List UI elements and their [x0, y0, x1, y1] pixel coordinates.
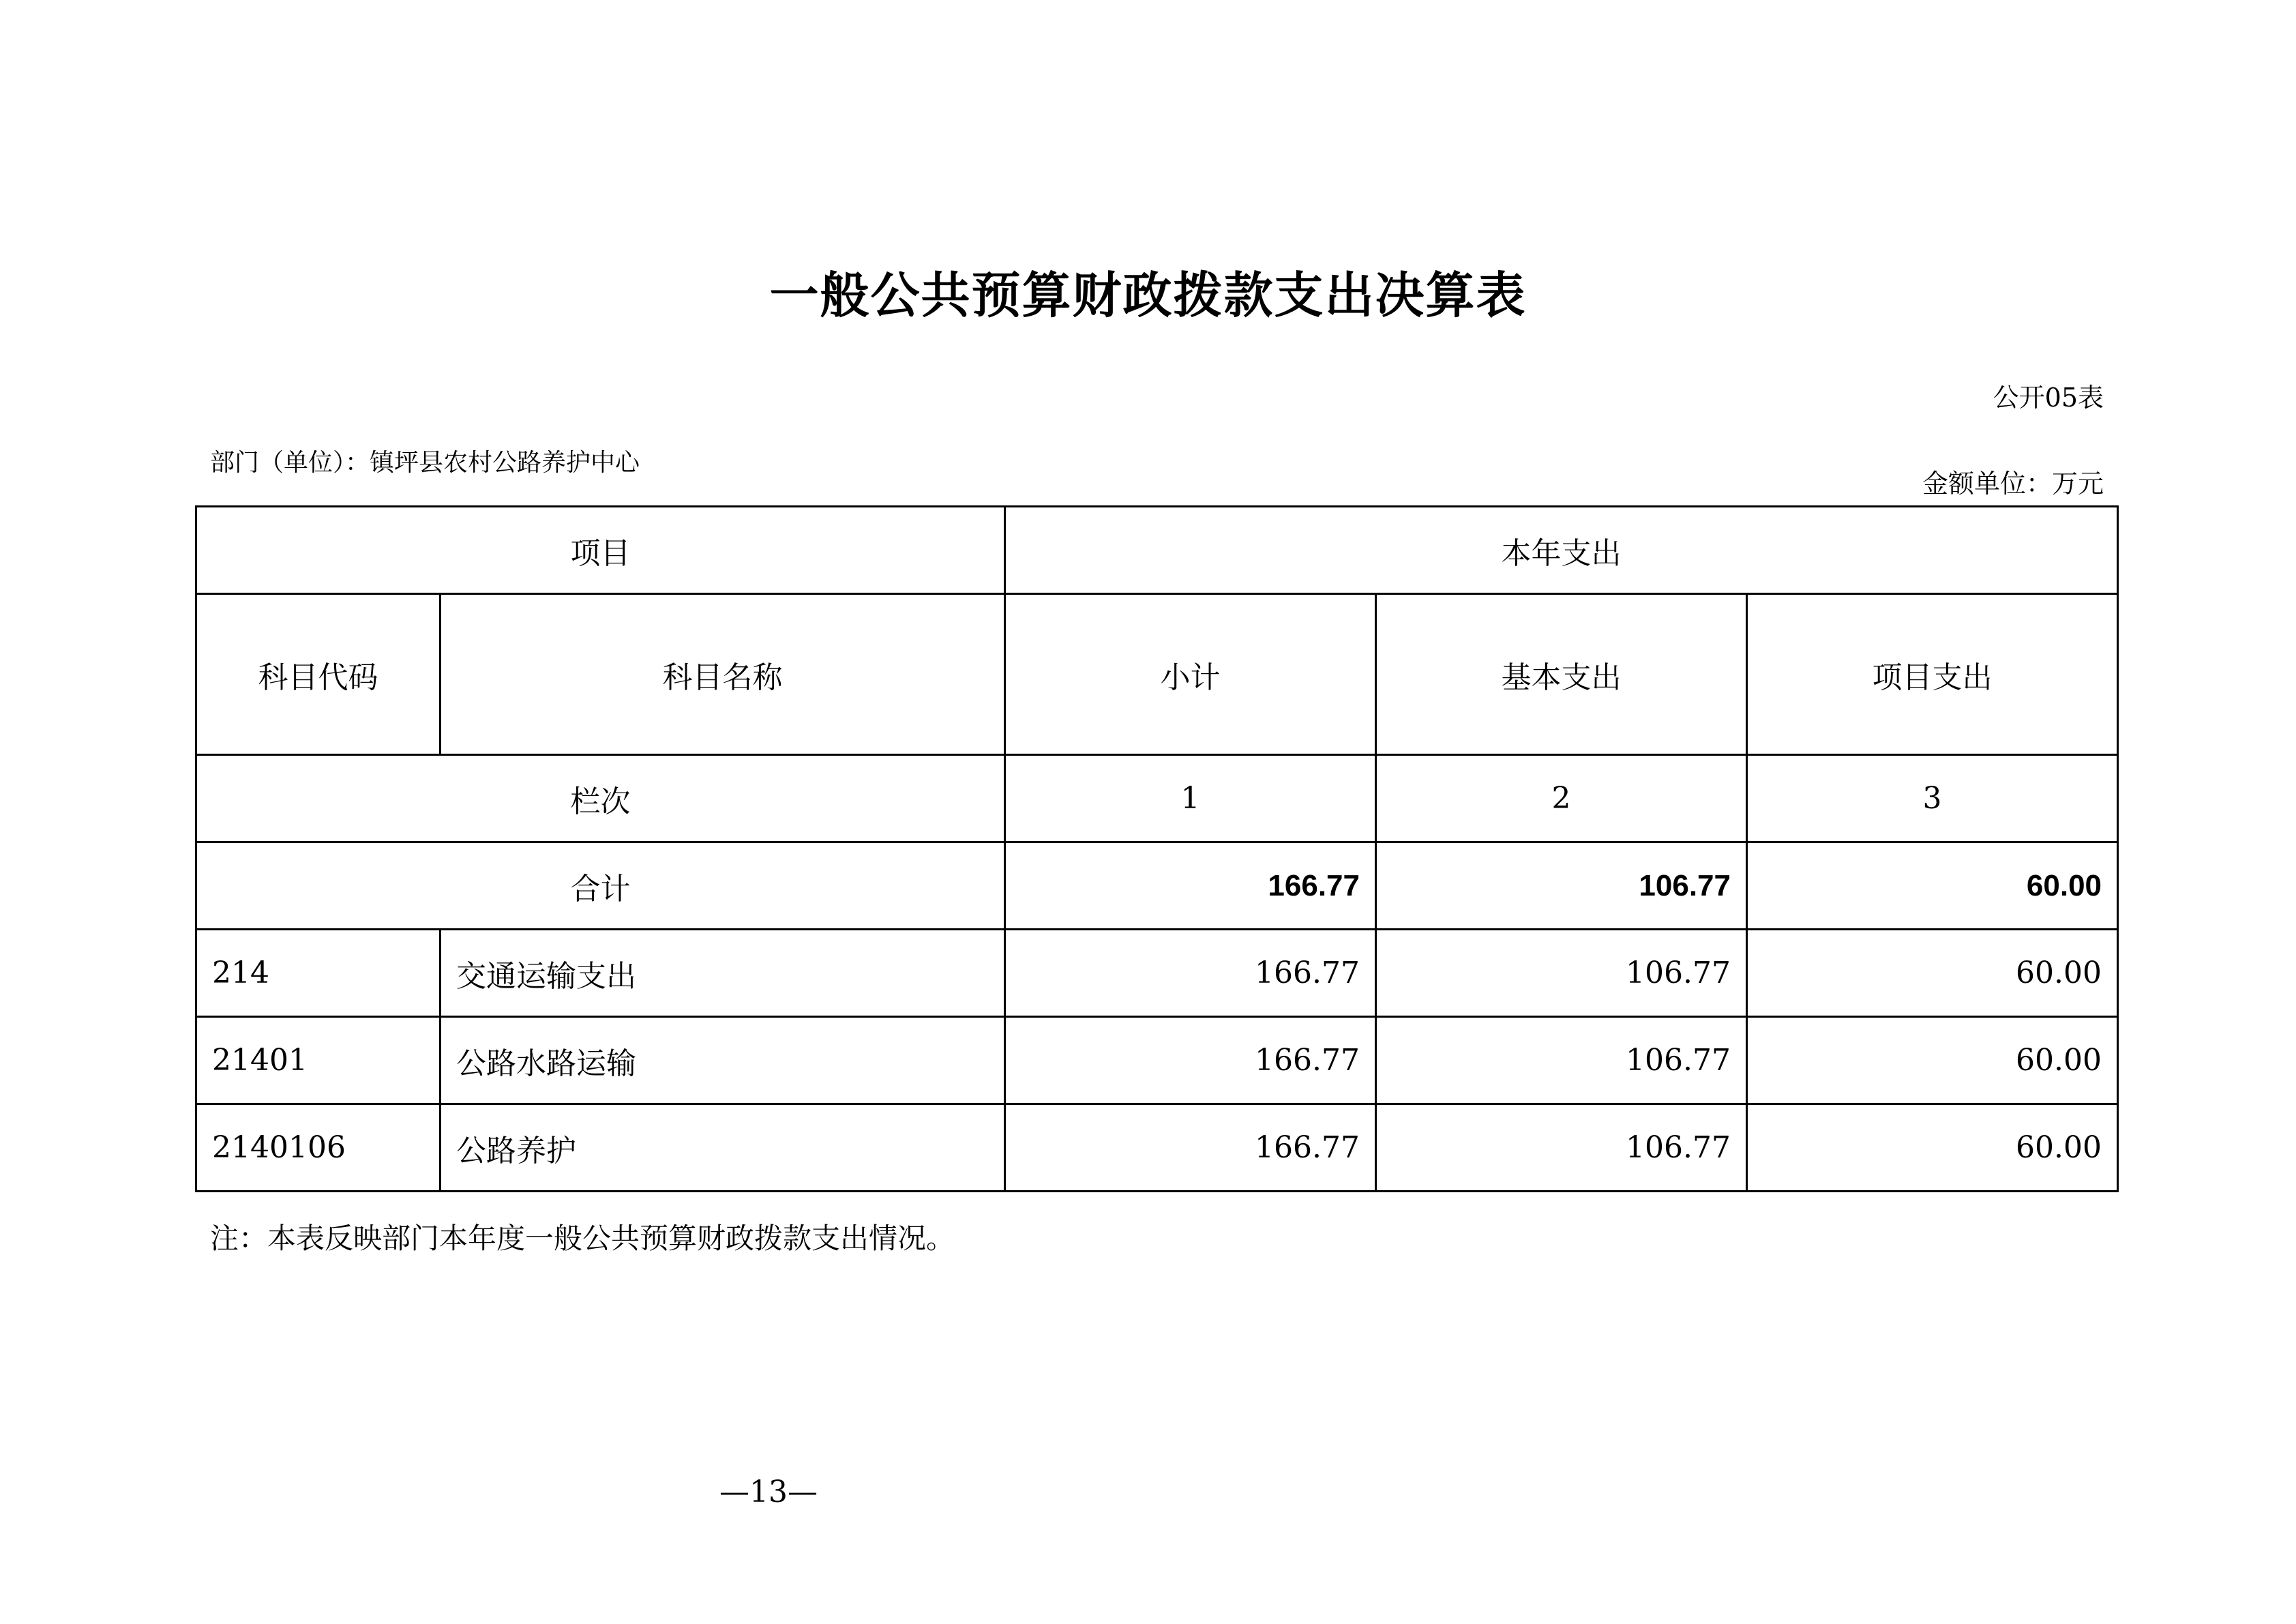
row-name: 公路水路运输	[441, 1017, 1005, 1104]
total-project: 60.00	[1747, 842, 2118, 930]
row-project: 60.00	[1747, 1104, 2118, 1192]
header-current-year-expenditure: 本年支出	[1005, 507, 2118, 594]
header-subject-code: 科目代码	[196, 594, 441, 755]
table-row	[196, 1104, 2118, 1192]
header-subtotal: 小计	[1005, 594, 1376, 755]
column-index-row	[196, 755, 2118, 842]
table-row	[196, 1017, 2118, 1104]
table-header-row-1	[196, 507, 2118, 594]
table-header-row-2	[196, 594, 2118, 755]
expenditure-table	[195, 505, 2119, 1192]
table-note: 注：本表反映部门本年度一般公共预算财政拨款支出情况。	[210, 1222, 955, 1255]
header-project: 项目	[196, 507, 1005, 594]
header-subject-name: 科目名称	[441, 594, 1005, 755]
row-code: 2140106	[196, 1104, 441, 1192]
row-basic: 106.77	[1376, 1104, 1747, 1192]
column-index-3: 3	[1747, 755, 2118, 842]
total-basic: 106.77	[1376, 842, 1747, 930]
total-row	[196, 842, 2118, 930]
row-name: 公路养护	[441, 1104, 1005, 1192]
row-basic: 106.77	[1376, 930, 1747, 1017]
header-basic-expenditure: 基本支出	[1376, 594, 1747, 755]
row-subtotal: 166.77	[1005, 930, 1376, 1017]
row-project: 60.00	[1747, 930, 2118, 1017]
column-index-2: 2	[1376, 755, 1747, 842]
row-code: 21401	[196, 1017, 441, 1104]
department-label: 部门（单位）：镇坪县农村公路养护中心	[210, 449, 640, 477]
row-code: 214	[196, 930, 441, 1017]
amount-unit-label: 金额单位：万元	[1922, 469, 2104, 499]
row-subtotal: 166.77	[1005, 1017, 1376, 1104]
row-basic: 106.77	[1376, 1017, 1747, 1104]
table-row	[196, 930, 2118, 1017]
total-label: 合计	[196, 842, 1005, 930]
header-project-expenditure: 项目支出	[1747, 594, 2118, 755]
page-number: —13—	[719, 1475, 818, 1509]
row-project: 60.00	[1747, 1017, 2118, 1104]
document-title: 一般公共预算财政拨款支出决算表	[769, 267, 1527, 324]
column-index-label: 栏次	[196, 755, 1005, 842]
row-subtotal: 166.77	[1005, 1104, 1376, 1192]
total-subtotal: 166.77	[1005, 842, 1376, 930]
row-name: 交通运输支出	[441, 930, 1005, 1017]
column-index-1: 1	[1005, 755, 1376, 842]
form-number: 公开05表	[1993, 383, 2104, 413]
